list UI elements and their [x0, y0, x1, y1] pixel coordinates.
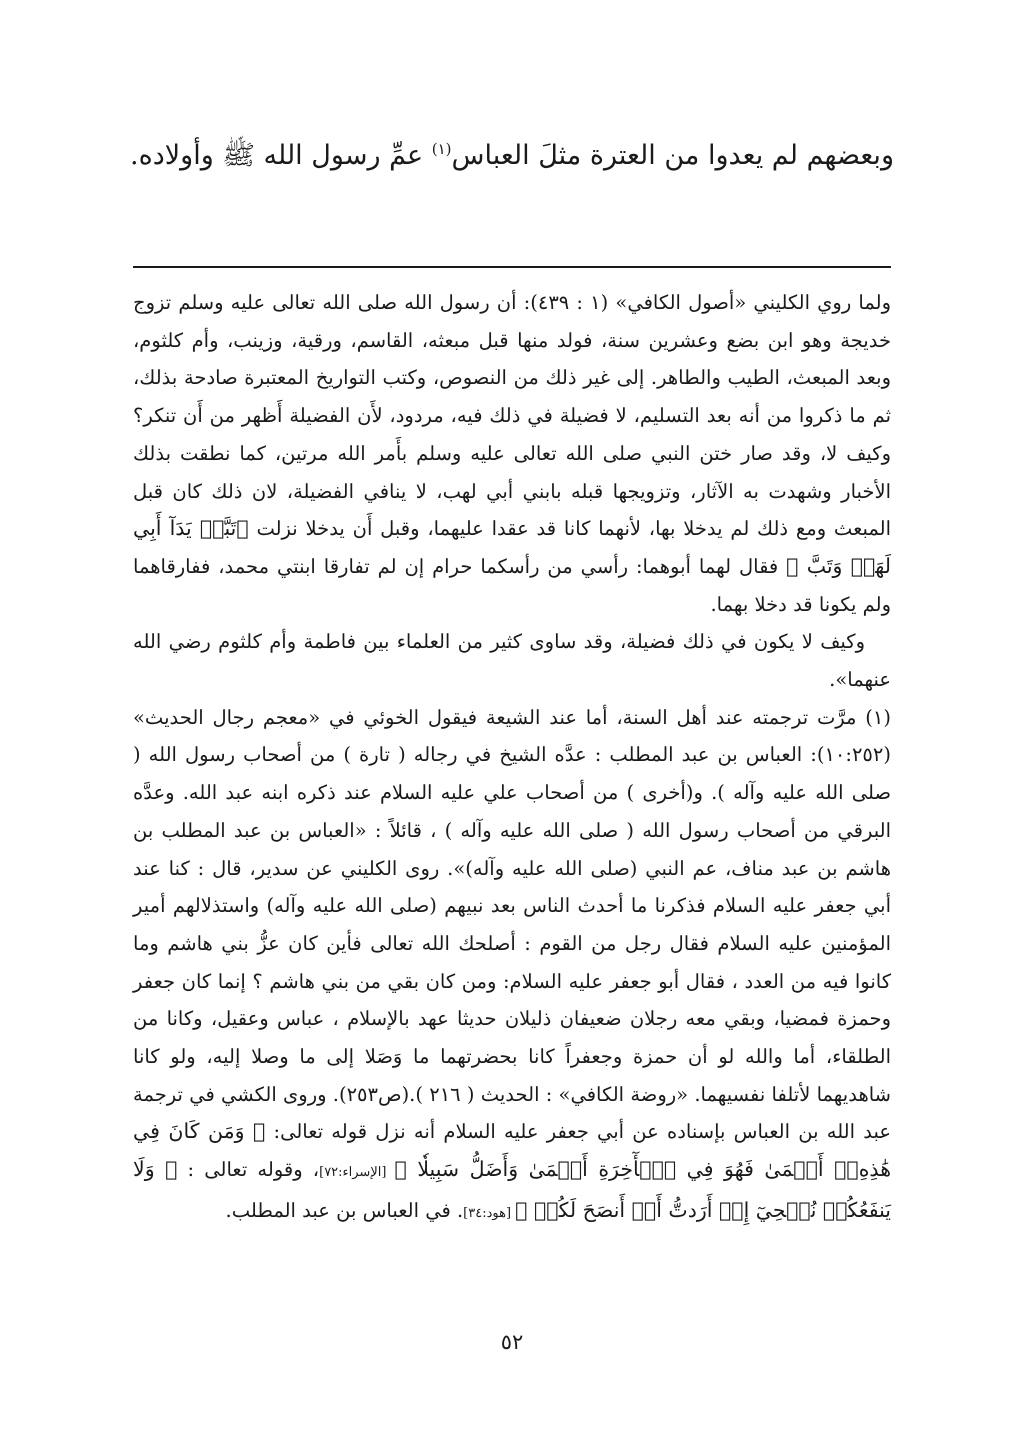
page-number: ٥٢: [500, 1330, 524, 1354]
note-1-text: ولما روي الكليني «أصول الكافي» (١ : ٤٣٩): أن رسول الله صلى الله تعالى عليه وسلم تزوج خديجة وهو ابن بضع وعشرين سنة، فولد منها قبل مبعثه، القاسم، ورقية، وزينب، وأم كلثوم، وبعد المبعث، الطيب والطاهر. إلى غير ذلك من النصوص، وكتب التواريخ المعتبرة صادحة بذلك، ثم ما ذكروا من أنه بعد التسليم، لا فضيلة في ذلك فيه، مردود، لأَن الفضيلة أَظهر من أَن تنكر؟ وكيف لا، وقد صار ختن النبي صلى الله تعالى عليه وسلم بأَمر الله مرتين، كما نطقت بذلك الأخبار وشهدت به الآثار، وتزويجها قبله بابني أبي لهب، لا ينافي الفضيلة، لان ذلك كان قبل المبعث ومع ذلك لم يدخلا بها، لأنهما كانا قد عقدا عليهما، وقبل أَن يدخلا نزلت: [133, 291, 891, 541]
note-3-text-end: . في العباس بن عبد المطلب.: [225, 1198, 464, 1222]
note-3-verse-ref-2: [هود:٣٤]: [463, 1205, 516, 1221]
note-3-text-mid: ، وقوله تعالى :: [177, 1158, 320, 1182]
note-3-verse-ref-1: [الإسراء:٧٢]: [319, 1165, 395, 1181]
note-1-quran-verse: ﴿تَبَّتۡ يَدَآ أَبِي لَهَبٖ وَتَبَّ ﴾: [133, 516, 891, 578]
main-text-before: وبعضهم لم يعدوا من العترة مثلَ العباس: [451, 140, 894, 171]
note-1-text-end: فقال لهما أبوهما: رأسي من رأسكما حرام إن لم تفارقا ابنتي محمد، ففارقاهما ولم يكونا قد دخلا بهما.: [133, 554, 891, 616]
note-3-quran-verse-2: ﴿ وَلَا يَنفَعُكُمۡ نُصۡحِيٓ إِنۡ أَرَدتُّ أَنۡ أَنصَحَ لَكُمۡ ﴾: [133, 1157, 891, 1222]
note-3-text: (١) مرَّت ترجمته عند أهل السنة، أما عند الشيعة فيقول الخوئي في «معجم رجال الحديث» (١٠:٢٥٢): العباس بن عبد المطلب : عدَّه الشيخ في رجاله ( تارة ) من أصحاب رسول الله ( صلى الله عليه وآله ). و(أخرى ) من أصحاب علي عليه السلام عند ذكره ابنه عبد الله. وعدَّه البرقي من أصحاب رسول الله ( صلى الله عليه وآله ) ، قائلاً : «العباس بن عبد المطلب بن هاشم بن عبد مناف، عم النبي (صلى الله عليه وآله)». روى الكليني عن سدير، قال : كنا عند أبي جعفر عليه السلام فذكرنا ما أحدث الناس بعد نبيهم (صلى الله عليه وآله) واستذلالهم أمير المؤمنين عليه السلام فقال رجل من القوم : أصلحك الله تعالى فأين كان عزُّ بني هاشم وما كانوا فيه من العدد ، فقال أبو جعفر عليه السلام: ومن كان بقي من بني هاشم ؟ إنما كان جعفر وحمزة فمضيا، وبقي معه رجلان ضعيفان ذليلان حديثا عهد بالإسلام ، عباس وعقيل، وكانا من الطلقاء، أما والله لو أن حمزة وجعفراً كانا بحضرتهما ما وَصَلا إلى ما وصلا إليه، ولو كانا شاهديهما لأتلفا نفسيهما. «روضة الكافي» : الحديث ( ٢١٦ ).(ص٢٥٣). وروى الكشي في ترجمة عبد الله بن العباس بإسناده عن أبي جعفر عليه السلام أنه نزل قوله تعالى:: [133, 705, 892, 1144]
note-paragraph-2: وكيف لا يكون في ذلك فضيلة، وقد ساوى كثير من العلماء بين فاطمة وأم كلثوم رضي الله عنهما».: [133, 630, 891, 692]
main-text-line: [130, 134, 894, 178]
note-3-quran-verse-1: ﴿ وَمَن كَانَ فِي هَٰذِهِۦٓ أَعۡمَىٰ فَهُوَ فِي ٱلۡأٓخِرَةِ أَعۡمَىٰ وَأَضَلُّ سَبِيلٗا ﴾: [133, 1119, 892, 1182]
footnotes-section: [133, 284, 891, 1233]
main-text-after: عمِّ رسول الله ﷺ وأولاده.: [130, 140, 432, 171]
footnote-marker[interactable]: (١): [431, 140, 452, 158]
note-paragraph-1: [133, 284, 891, 623]
note-paragraph-3: [133, 699, 891, 1233]
footnote-divider: [133, 266, 891, 268]
